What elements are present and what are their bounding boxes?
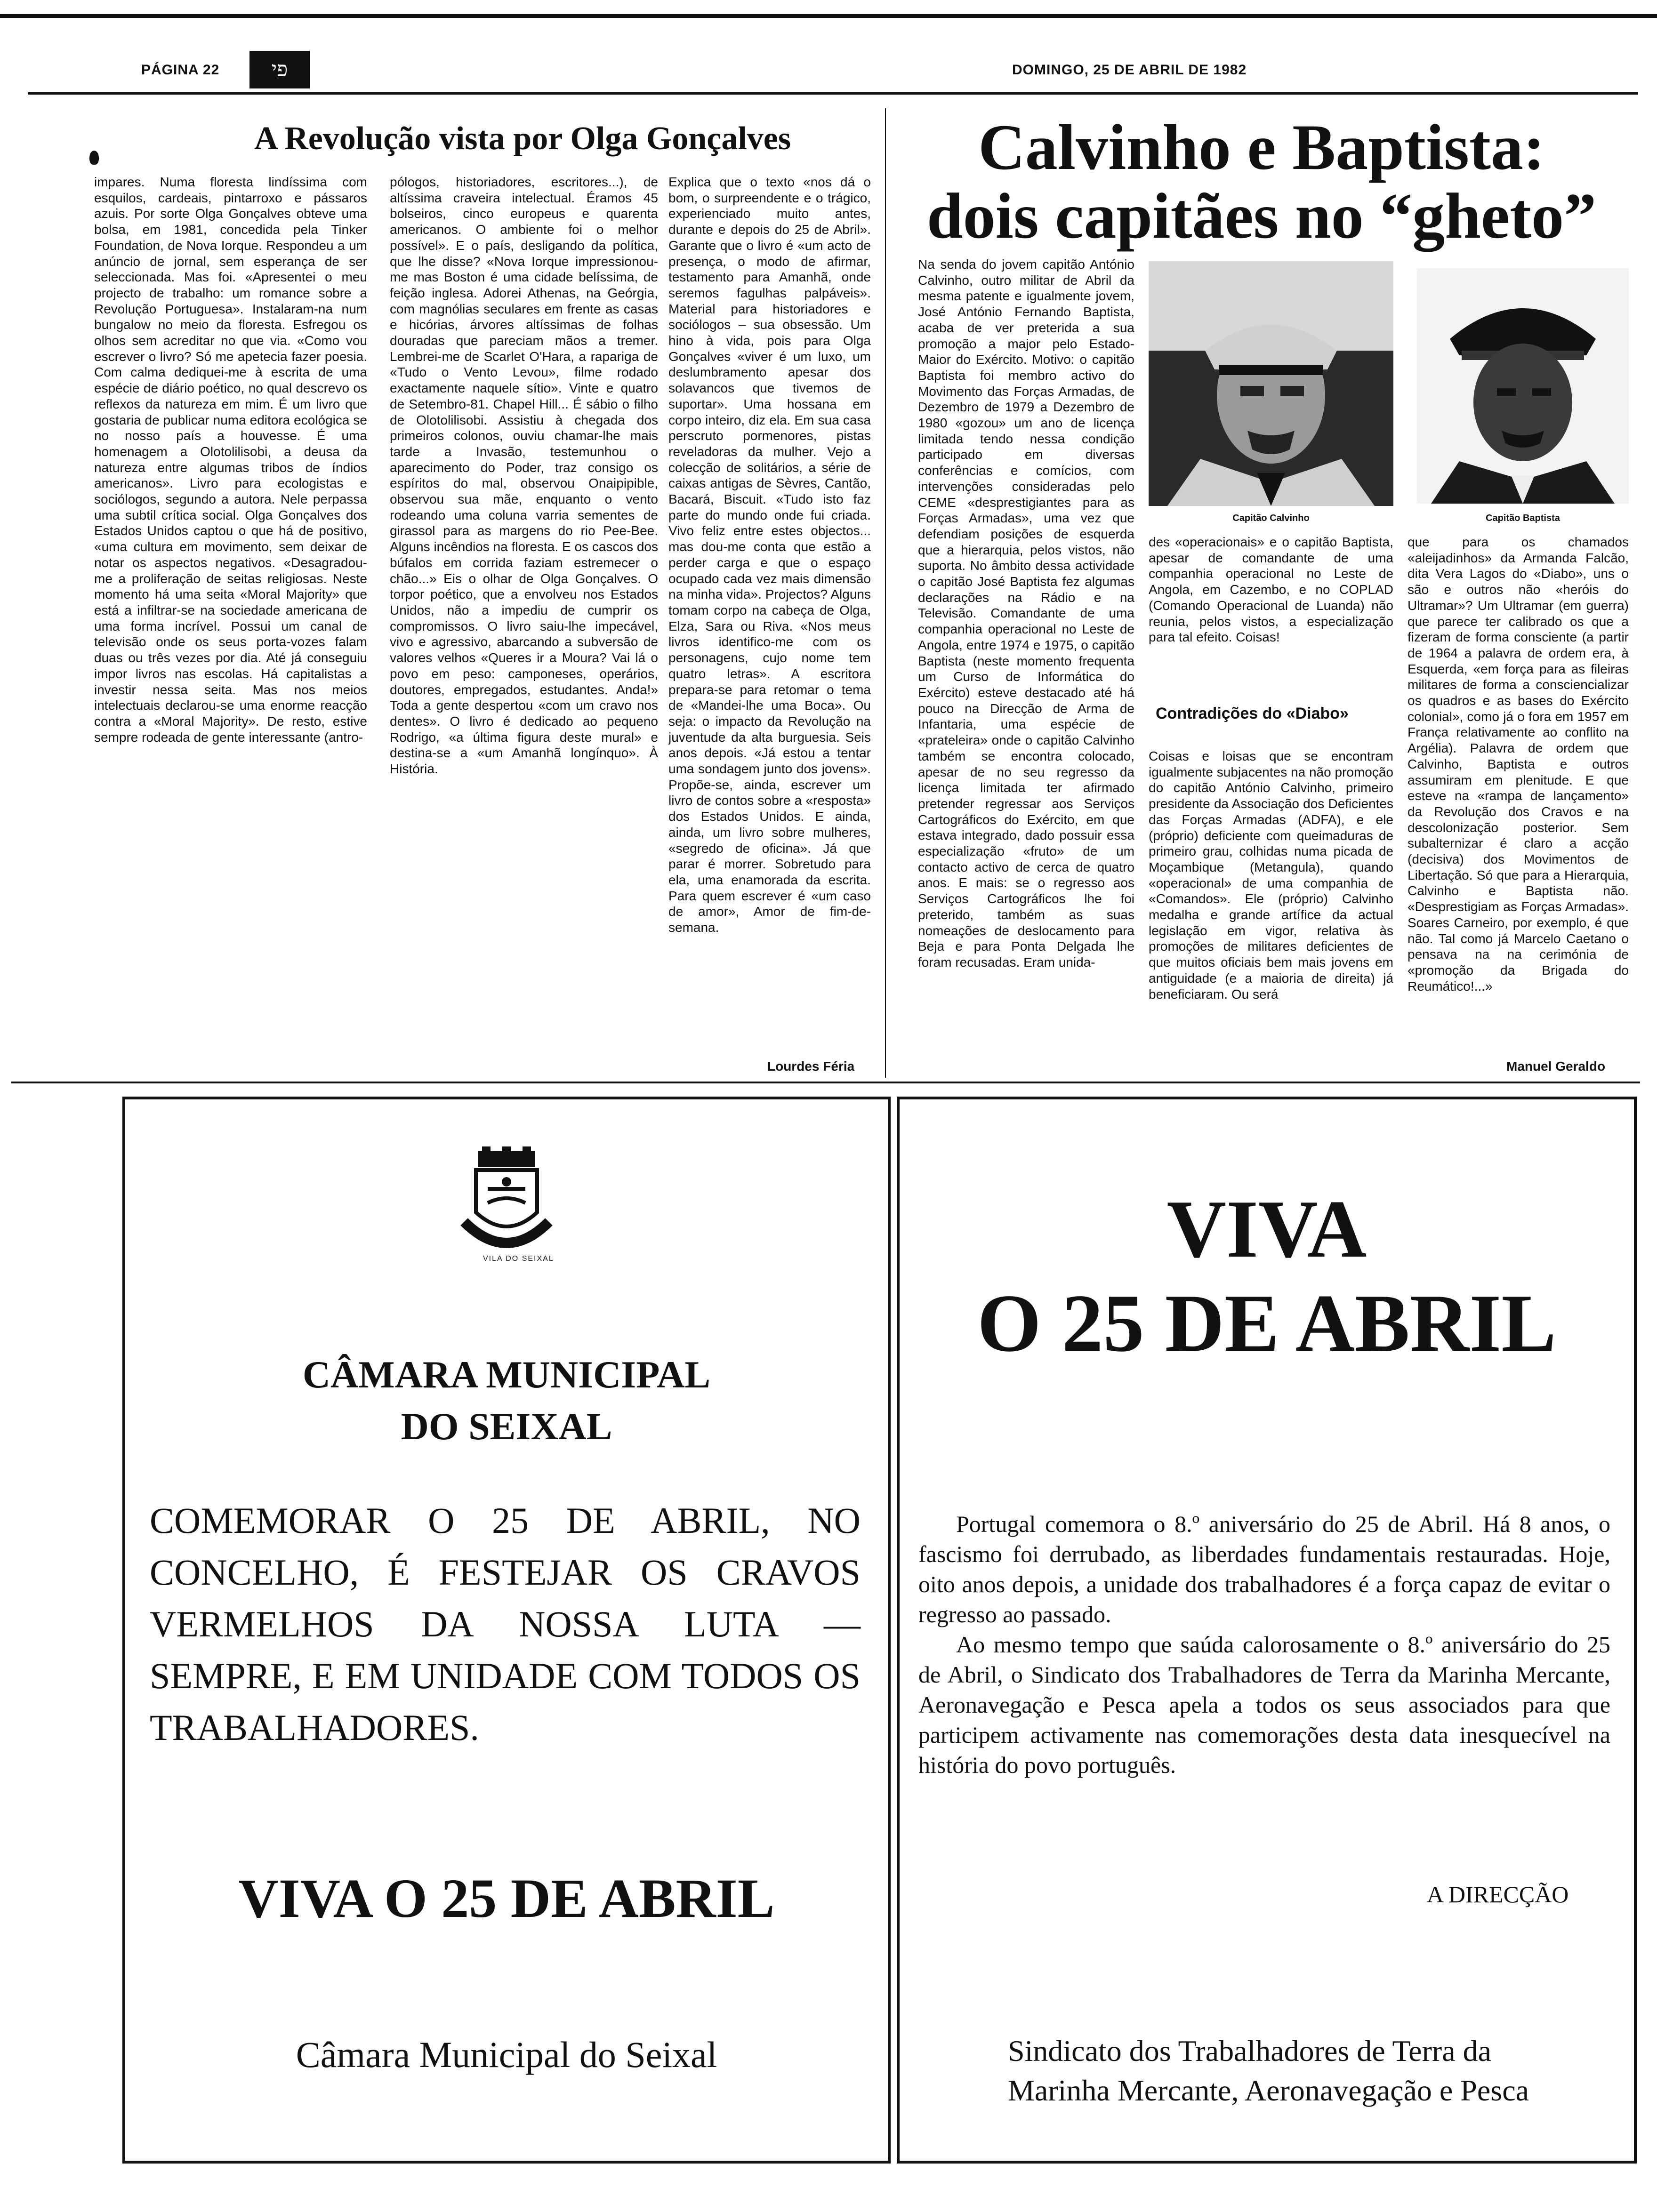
calvinho-author: Manuel Geraldo — [1506, 1059, 1606, 1074]
olga-column-2: pólogos, historiadores, escritores...), de altíssima craveira intelectual. Éramos 45 bolseiros, cinco europeus e quarenta americanos. O ambiente foi o melhor possível». E o país, desligando da política, que lhe disse? «Nova Iorque impressionou-me mas Boston é uma cidade belíssima, de feição inglesa. Adorei Athenas, na Geórgia, com magnólias seculares em frente as casas e hicórias, árvores altíssimas de folhas douradas que pareciam mãos a tremer. Lembrei-me de Scarlet O'Hara, a rapariga de «Tudo o Vento Levou», filme rodado exactamente naquele sítio». Vinte e quatro de Setembro-81. Chapel Hill... É sábio o filho de Olotolilisobi. Assistiu à chegada dos primeiros colonos, ouviu chamar-lhe mais tarde a Invasão, testemunhou o aparecimento do Poder, traz consigo os espíritos do mal, observou Onaipipible, observou sua mãe, enquanto o vento rodeando uma coluna varria sementes de girassol para as margens do rio Pee-Bee. Alguns incêndios na floresta. E os cascos dos búfalos em corrida faziam estremecer o chão...» Eis o olhar de Olga Gonçalves. O torpor poético, que a envolveu nos Estados Unidos, não a impediu de cumprir os compromissos. O livro saiu-lhe impecável, vivo e agressivo, abarcando a subversão de valores velhos «Queres ir a Moura? Vai lá o povo em peso: camponeses, operários, doutores, empregados, estudantes. Anda!» Toda a gente despertou «com um cravo nos dentes». O livro é dedicado ao pequeno Rodrigo, «a última figura deste mural» e destina-se a «um Amanhã longínquo». À História. — [390, 175, 658, 777]
portrait-calvinho-illustration — [1149, 261, 1393, 506]
signature-line2: Marinha Mercante, Aeronavegação e Pesca — [1008, 2074, 1529, 2107]
signature-line1: Sindicato dos Trabalhadores de Terra da — [1008, 2034, 1491, 2068]
title-line-1: Calvinho e Baptista: — [978, 111, 1545, 183]
ad-seixal-title — [125, 1349, 888, 1452]
title-line-2: dois capitães no “gheto” — [926, 180, 1597, 252]
ad-sindicato-paragraph-1: Portugal comemora o 8.º aniversário do 25 de Abril. Há 8 anos, o fascismo foi derrubado, as liberdades fundamentais restauradas. Hoje, oito anos depois, a unidade dos trabalhadores é a força capaz de evitar o regresso ao passado. — [918, 1511, 1610, 1627]
calvinho-column-2: des «operacionais» e o capitão Baptista, apesar de comandante de uma companhia operacional no Leste de Angola, em Cazembo, e no COPLAD (Comando Operacional de Luanda) não reunia, pelos vistos, a especialização para tal efeito. Coisas! — [1149, 535, 1393, 645]
article-title-olga: A Revolução vista por Olga Gonçalves — [254, 120, 791, 157]
newspaper-logo: פי — [249, 51, 310, 88]
ad-seixal-title-line2: DO SEIXAL — [401, 1405, 612, 1448]
bullet-mark — [89, 151, 99, 165]
calvinho-column-3: que para os chamados «aleijadinhos» da Armanda Falcão, dita Vera Lagos do «Diabo», uns o são e outros não «heróis do Ultramar»? Um Ultramar (em guerra) que parece ter calibrado os que a fizeram de forma consciente (a partir de 1964 a palavra de ordem era, à Esquerda, «em força para as fileiras militares de forma a consciencializar os quadros e as bases do Exército colonial», como já o fora em 1957 em França relativamente ao conflito na Argélia). Palavra de ordem que Calvinho, Baptista e outros assumiram em plenitude. E que esteve na «rampa de lançamento» da Revolução dos Cravos e na descolonização posterior. Sem subalternizar é claro a acção (decisiva) dos Movimentos de Libertação. Só que para a Hierarquia, Calvinho e Baptista não. «Desprestigiam as Forças Armadas». Soares Carneiro, por exemplo, é que não. Tal como já Marcelo Caetano o pensava na na cerimónia de «promoção da Brigada do Reumático!...» — [1408, 535, 1629, 994]
ad-seixal-signature: Câmara Municipal do Seixal — [296, 2034, 717, 2075]
ad-seixal-body: COMEMORAR O 25 DE ABRIL, NO CONCELHO, É FESTEJAR OS CRAVOS VERMELHOS DA NOSSA LUTA — SEMPRE, E EM UNIDADE COM TODOS OS TRABALHADORES. — [150, 1500, 861, 1748]
column-divider — [885, 108, 886, 1078]
crest-label: VILA DO SEIXAL — [483, 1255, 554, 1263]
photo-capitao-baptista — [1417, 268, 1629, 504]
portrait-baptista-illustration — [1417, 268, 1629, 504]
caption-baptista: Capitão Baptista — [1486, 513, 1560, 523]
top-rule — [0, 14, 1657, 18]
viva-line1: VIVA — [1166, 1183, 1367, 1274]
viva-line2: O 25 DE ABRIL — [977, 1277, 1557, 1369]
olga-column-3: Explica que o texto «nos dá o bom, o surpreendente e o trágico, experienciado muito antes, durante e depois do 25 de Abril». Garante que o livro é «um acto de presença, o modo de afirmar, testamento para Amanhã, onde seremos fagulhas palpáveis». Material para historiadores e sociólogos – sua obsessão. Um hino à vida, pois para Olga Gonçalves «viver é um luxo, um deslumbramento apesar dos solavancos que tivemos de suportar». Uma hossana em corpo inteiro, diz ela. Em sua casa perscruto pormenores, pistas reveladoras da mulher. Vejo a colecção de solitários, a série de caixas antigas de Sèvres, Cantão, Bacará, Biscuit. «Tudo isto faz parte do mundo onde fui criada. Vivo feliz entre estes objectos... mas dou-me conta que estão a perder carga e que o espaço ocupado cada vez mais dimensão na minha vida». Projectos? Alguns tomam corpo na cabeça de Olga, Elza, Sara ou Riva. «Nos meus livros identifico-me com os personagens, cujo nome tem quatro letras». A escritora prepara-se para retomar o tema de «Mandei-lhe uma Boca». Ou seja: o impacto da Revolução na juventude da alta burguesia. Seis anos depois. «Já estou a tentar uma sondagem junto dos jovens». Propõe-se, ainda, escrever um livro de contos sobre a «resposta» dos Estados Unidos. E ainda, ainda, um livro sobre mulheres, «segredo de oficina». Já que parar é morrer. Sobretudo para ela, uma enamorada da escrita. Para quem escrever é «um caso de amor», Amor de fim-de-semana. — [668, 175, 871, 935]
olga-column-1: impares. Numa floresta lindíssima com esquilos, cardeais, pintarroxo e pássaros azuis. Por sorte Olga Gonçalves obteve uma bolsa, em 1981, concedida pela Tinker Foundation, de Nova Iorque. Respondeu a um anúncio de jornal, sem esperança de ser seleccionada. Mas foi. «Apresentei o meu projecto de trabalho: um romance sobre a Revolução Portuguesa». Instalaram-na num bungalow no meio da floresta. Esfregou os olhos sem acreditar no que via. «Como vou escrever o livro? Só me apetecia fazer poesia. Com calma dediquei-me à escrita de uma espécie de diário poético, no qual descrevo os reflexos da natureza em mim. É um livro que gostaria de publicar numa editora ecológica se no nosso país a houvesse. É uma homenagem a Olotolilisobi, a deusa da natureza entre algumas tribos de índios americanos». Livro para ecologistas e sociólogos, segundo a autora. Nele perpassa uma subtil crítica social. Olga Gonçalves dos Estados Unidos captou o que há de positivo, «uma cultura em movimento, sem deixar de notar os aspectos negativos. «Desagradou-me a proliferação de seitas religiosas. Neste momento há uma seita «Moral Majority» que está a infiltrar-se na sociedade americana de uma forma incrível. Possui um canal de televisão onde os seus porta-vozes falam duas ou três vezes por dia. Até já conseguiu impor livros nas escolas. Há capitalistas a investir nessa seita. Mas nos meios intelectuais declarou-se uma enorme reacção contra a «Moral Majority». De resto, estive sempre rodeada de gente interessante (antro- — [94, 175, 367, 745]
ad-sindicato-viva — [900, 1182, 1634, 1370]
section-rule — [11, 1082, 1640, 1083]
subheading-contradicoes: Contradições do «Diabo» — [1156, 705, 1349, 722]
caption-calvinho: Capitão Calvinho — [1232, 513, 1310, 523]
ad-sindicato — [897, 1097, 1637, 2164]
ad-sindicato-signature — [1008, 2031, 1620, 2110]
issue-date: DOMINGO, 25 DE ABRIL DE 1982 — [1012, 62, 1247, 78]
calvinho-column-1: Na senda do jovem capitão António Calvinho, outro militar de Abril da mesma patente e igualmente jovem, José António Fernando Baptista, acaba de ver preterida a sua promoção a major pelo Estado-Maior do Exército. Motivo: o capitão Baptista foi membro activo do Movimento das Forças Armadas, de Dezembro de 1979 a Dezembro de 1980 «gozou» um ano de licença limitada tendo nessa condição participado em diversas conferências e comícios, com intervenções consideradas pelo CEME «desprestigiantes para as Forças Armadas», uma vez que defendiam posições de esquerda que a hierarquia, pelos vistos, não suporta. No âmbito dessa actividade o capitão José Baptista fez algumas declarações na Rádio e na Televisão. Comandante de uma companhia operacional no Leste de Angola, entre 1974 e 1975, o capitão Baptista (neste momento frequenta um Curso de Informática do Exército) esteve destacado até há pouco na Direcção de Arma de Infantaria, uma espécie de «prateleira» onde o capitão Calvinho também se encontra colocado, apesar de no seu regresso da licença limitada ter afirmado pretender regressar aos Serviços Cartográficos do Exército, em que estava integrado, dado possuir essa especialização «fruto» de um contacto activo de cerca de quatro anos. E mais: se o regresso aos Serviços Cartográficos lhe foi preterido, também as suas nomeações de deslocamento para Beja e para Ponta Delgada lhe foram recusadas. Eram unida- — [918, 257, 1134, 970]
olga-author: Lourdes Féria — [767, 1059, 855, 1074]
ad-sindicato-body — [918, 1509, 1610, 1780]
photo-capitao-calvinho — [1149, 261, 1393, 506]
ad-sindicato-paragraph-2: Ao mesmo tempo que saúda calorosamente o 8.º aniversário do 25 de Abril, o Sindicato dos Trabalhadores de Terra da Marinha Mercante, Aeronavegação e Pesca apela a todos os seus associados para que participem activamente nas comemorações desta data inesquecível na história do povo português. — [918, 1631, 1610, 1778]
ad-seixal-viva: VIVA O 25 DE ABRIL — [238, 1867, 775, 1929]
ad-sindicato-direccao: A DIRECÇÃO — [1427, 1881, 1569, 1907]
ad-camara-seixal — [122, 1097, 891, 2164]
page-number: PÁGINA 22 — [141, 62, 220, 78]
ad-seixal-title-line1: CÂMARA MUNICIPAL — [302, 1353, 711, 1396]
crest-icon — [459, 1146, 554, 1259]
article-title-calvinho — [894, 113, 1629, 250]
header-rule — [28, 92, 1638, 95]
calvinho-column-2b: Coisas e loisas que se encontram igualmente subjacentes na não promoção do capitão António Calvinho, primeiro presidente da Associação dos Deficientes das Forças Armadas (ADFA), e ele (próprio) deficiente com queimaduras de primeiro grau, colhidas numa picada de Moçambique (Metangula), quando «operacional» de uma companhia de «Comandos». Ele (próprio) Calvinho medalha e grande artífice da actual legislação em vigor, relativa às promoções de militares deficientes de que muitos oficiais bem mais jovens em antiguidade (e a maioria de direita) já beneficiaram. Ou será — [1149, 749, 1393, 1002]
